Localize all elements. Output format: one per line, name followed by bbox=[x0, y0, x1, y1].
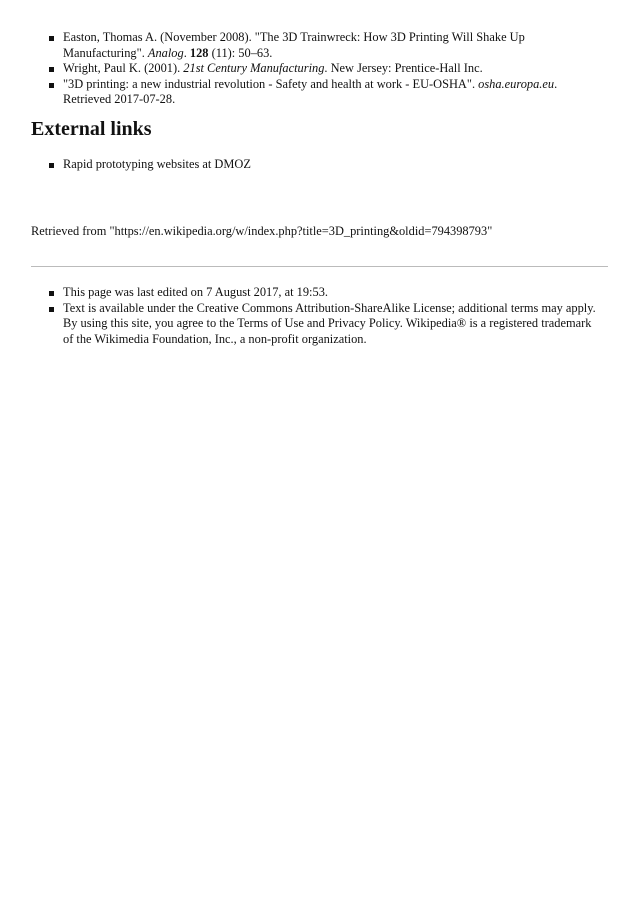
footer-license-text: Text is available under the Creative Commons Attribution-ShareAlike License; additional terms may apply. By using this site, you agree to the Terms of Use and Privacy Policy. Wikipedia® is a registered trademark of the Wikimedia Foundation, Inc., a non-profit organization. bbox=[63, 300, 596, 346]
external-link[interactable]: Rapid prototyping websites at DMOZ bbox=[63, 157, 251, 171]
retrieved-from-text: Retrieved from "https://en.wikipedia.org/w/index.php?title=3D_printing&oldid=794398793" bbox=[31, 224, 493, 238]
reference-publisher: . New Jersey: Prentice-Hall Inc. bbox=[324, 61, 483, 76]
reference-item bbox=[63, 30, 603, 61]
reference-text: Easton, Thomas A. (November 2008). "The 3D Trainwreck: How 3D Printing Will Shake Up Manufacturing". bbox=[63, 30, 525, 60]
reference-journal[interactable]: Analog bbox=[147, 45, 184, 60]
references-list bbox=[63, 30, 603, 108]
footer-divider bbox=[31, 266, 608, 267]
reference-site: osha.europa.eu bbox=[478, 76, 555, 91]
reference-item bbox=[63, 77, 603, 108]
reference-book-title[interactable]: 21st Century Manufacturing bbox=[183, 61, 325, 76]
footer-last-edited-text: This page was last edited on 7 August 2017, at 19:53. bbox=[63, 285, 328, 299]
reference-retrieved: . Retrieved 2017-07-28. bbox=[63, 76, 558, 107]
external-links-heading: External links bbox=[31, 118, 152, 140]
reference-text[interactable]: "3D printing: a new industrial revolution - Safety and health at work - EU-OSHA". bbox=[63, 76, 479, 91]
footer-last-edited bbox=[63, 285, 603, 301]
reference-item bbox=[63, 61, 603, 77]
reference-volume: 128 bbox=[189, 45, 209, 60]
reference-text: Wright, Paul K. (2001). bbox=[63, 61, 184, 76]
reference-pages: (11): 50–63. bbox=[208, 45, 273, 60]
reference-separator: . bbox=[183, 45, 190, 60]
footer-list bbox=[63, 285, 603, 347]
external-link-item bbox=[63, 157, 603, 173]
footer-license bbox=[63, 301, 603, 348]
external-links-list bbox=[63, 157, 603, 173]
